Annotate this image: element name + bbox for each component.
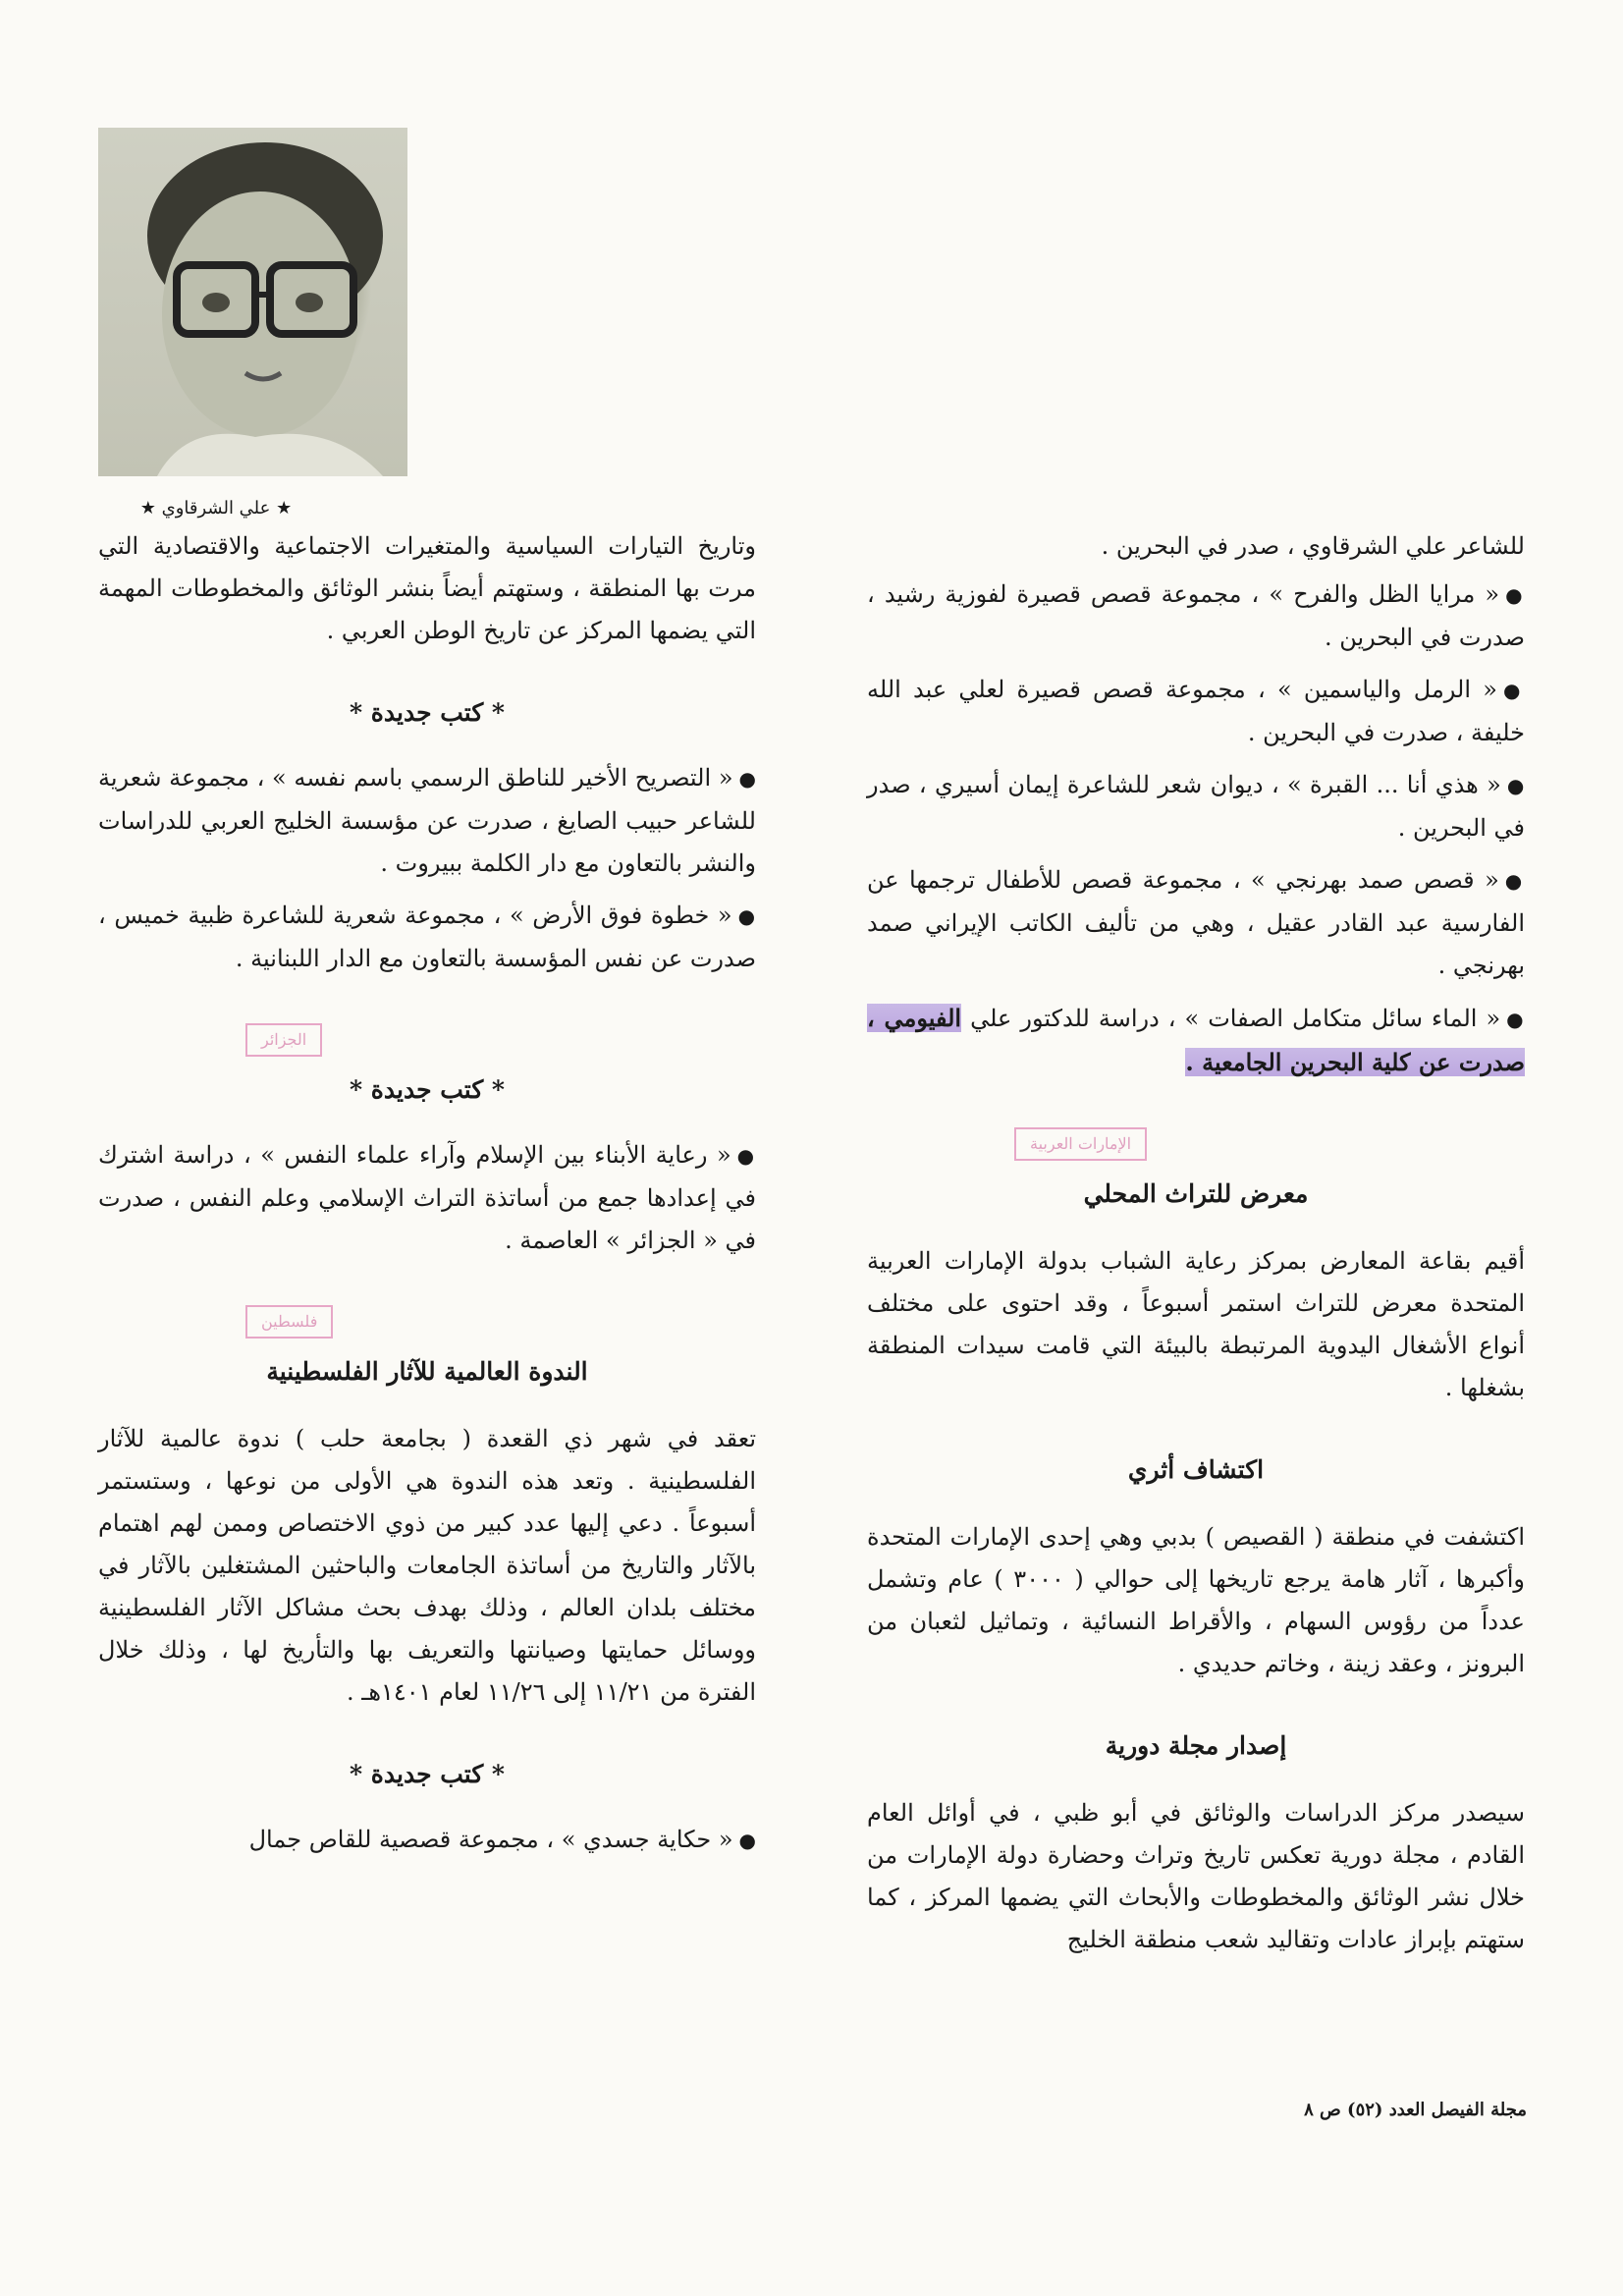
bullet-icon: ● <box>1502 679 1525 702</box>
intro-line: للشاعر علي الشرقاوي ، صدر في البحرين . <box>1101 532 1525 560</box>
new-books-label: * كتب جديدة * <box>349 698 505 727</box>
item-text: « حكاية جسدي » ، مجموعة قصصية للقاص جمال <box>248 1826 733 1853</box>
right-column <box>867 525 1525 1967</box>
highlighted-text: الفيومي ، صدرت عن كلية البحرين الجامعية . <box>867 1004 1525 1076</box>
bullet-icon: ● <box>737 904 756 928</box>
bullet-icon: ● <box>738 767 757 791</box>
list-item <box>867 997 1525 1084</box>
stamp-wrap <box>98 990 756 1049</box>
section-text: سيصدر مركز الدراسات والوثائق في أبو ظبي ، في أوائل العام القادم ، مجلة دورية تعكس تاريخ وتراث وحضارة دولة الإمارات من خلال نشر الوثائق والمخطوطات والأبحاث التي يضمها المركز ، كما ستهتم بإبراز عادات وتقاليد شعب منطقة الخليج <box>867 1799 1525 1953</box>
section-title: الندوة العالمية للآثار الفلسطينية <box>266 1357 588 1386</box>
item-text: « خطوة فوق الأرض » ، مجموعة شعرية للشاعرة ظبية خميس ، صدرت عن نفس المؤسسة بالتعاون مع الدار اللبنانية . <box>98 902 756 972</box>
item-text: « قصص صمد بهرنجي » ، مجموعة قصص للأطفال ترجمها عن الفارسية عبد القادر عقيل ، وهي من تأليف الكاتب الإيراني صمد بهرنجي . <box>867 866 1525 979</box>
country-stamp: فلسطين <box>245 1305 333 1339</box>
section-text: اكتشفت في منطقة ( القصيص ) بدبي وهي إحدى الإمارات المتحدة وأكبرها ، آثار هامة يرجع تاريخها إلى حوالي ( ٣٠٠٠ ) عام وتشمل عدداً من رؤوس السهام ، والأقراط النسائية ، وتماثيل لثعبان من البرونز ، وعقد زينة ، وخاتم حديدي . <box>867 1523 1525 1677</box>
list-item <box>867 764 1525 849</box>
country-stamp: الإمارات العربية <box>1014 1127 1147 1161</box>
page-footer: مجلة الفيصل العدد (٥٢) ص ٨ <box>1304 2100 1527 2120</box>
section-title: اكتشاف أثري <box>1127 1455 1265 1484</box>
item-text: « مرايا الظل والفرح » ، مجموعة قصص قصيرة لفوزية رشيد ، صدرت في البحرين . <box>867 580 1525 651</box>
list-item <box>98 895 756 980</box>
list-item <box>867 574 1525 659</box>
portrait-photo <box>98 128 407 476</box>
item-text: « رعاية الأبناء بين الإسلام وآراء علماء النفس » ، دراسة اشترك في إعدادها جمع من أساتذة التراث الإسلامي وعلم النفس ، صدرت في « الجزائر » العاصمة . <box>98 1141 756 1254</box>
section-text: تعقد في شهر ذي القعدة ( بجامعة حلب ) ندوة عالمية للآثار الفلسطينية . وتعد هذه الندوة هي الأولى من نوعها ، وستستمر أسبوعاً . دعي إليها عدد كبير من ذوي الاختصاص وممن لهم اهتمام بالآثار والتاريخ من أساتذة الجامعات والباحثين المشتغلين بالآثار في مختلف بلدان العالم ، وذلك بهدف بحث مشاكل الآثار الفلسطينية ووسائل حمايتها وصيانتها والتعريف بها والتأريخ لها ، وذلك خلال الفترة من ١١/٢١ إلى ١١/٢٦ لعام ١٤٠١هـ . <box>98 1425 756 1706</box>
item-text: « الماء سائل متكامل الصفات » ، دراسة للدكتور علي <box>970 1005 1501 1032</box>
photo-caption: ★ علي الشرقاوي ★ <box>139 498 293 519</box>
continuation-text: وتاريخ التيارات السياسية والمتغيرات الاجتماعية والاقتصادية التي مرت بها المنطقة ، وستهتم أيضاً بنشر الوثائق والمخطوطات المهمة التي يضمها المركز عن تاريخ الوطن العربي . <box>98 532 756 644</box>
item-text: « التصريح الأخير للناطق الرسمي باسم نفسه » ، مجموعة شعرية للشاعر حبيب الصايغ ، صدرت عن مؤسسة الخليج العربي للدراسات والنشر بالتعاون مع دار الكلمة ببيروت . <box>98 764 756 877</box>
stamp-wrap <box>98 1272 756 1331</box>
section-text: أقيم بقاعة المعارض بمركز رعاية الشباب بدولة الإمارات العربية المتحدة معرض للتراث استمر أسبوعاً ، وقد احتوى على مختلف أنواع الأشغال اليدوية المرتبطة بالبيئة التي قامت سيدات المنطقة بشغلها . <box>867 1247 1525 1401</box>
bullet-icon: ● <box>1504 869 1525 893</box>
stamp-wrap <box>867 1094 1525 1153</box>
bullet-icon: ● <box>736 1144 757 1168</box>
list-item <box>98 757 756 885</box>
item-text: « الرمل والياسمين » ، مجموعة قصص قصيرة لعلي عبد الله خليفة ، صدرت في البحرين . <box>867 676 1525 746</box>
bullet-icon: ● <box>1505 583 1525 607</box>
item-text: « هذي أنا ... القبرة » ، ديوان شعر للشاعرة إيمان أسيري ، صدر في البحرين . <box>867 771 1525 842</box>
bullet-icon: ● <box>1506 774 1525 797</box>
new-books-label: * كتب جديدة * <box>349 1075 505 1104</box>
section-title: إصدار مجلة دورية <box>1105 1731 1287 1760</box>
list-item <box>98 1134 756 1262</box>
list-item <box>867 859 1525 987</box>
list-item <box>867 669 1525 754</box>
bullet-icon: ● <box>738 1829 756 1852</box>
list-item <box>98 1819 756 1862</box>
country-stamp: الجزائر <box>245 1023 322 1057</box>
section-title: معرض للتراث المحلي <box>1083 1179 1309 1208</box>
bullet-icon: ● <box>1506 1008 1525 1031</box>
portrait-illustration <box>98 128 407 476</box>
left-column <box>98 525 756 1872</box>
new-books-label: * كتب جديدة * <box>349 1760 505 1788</box>
